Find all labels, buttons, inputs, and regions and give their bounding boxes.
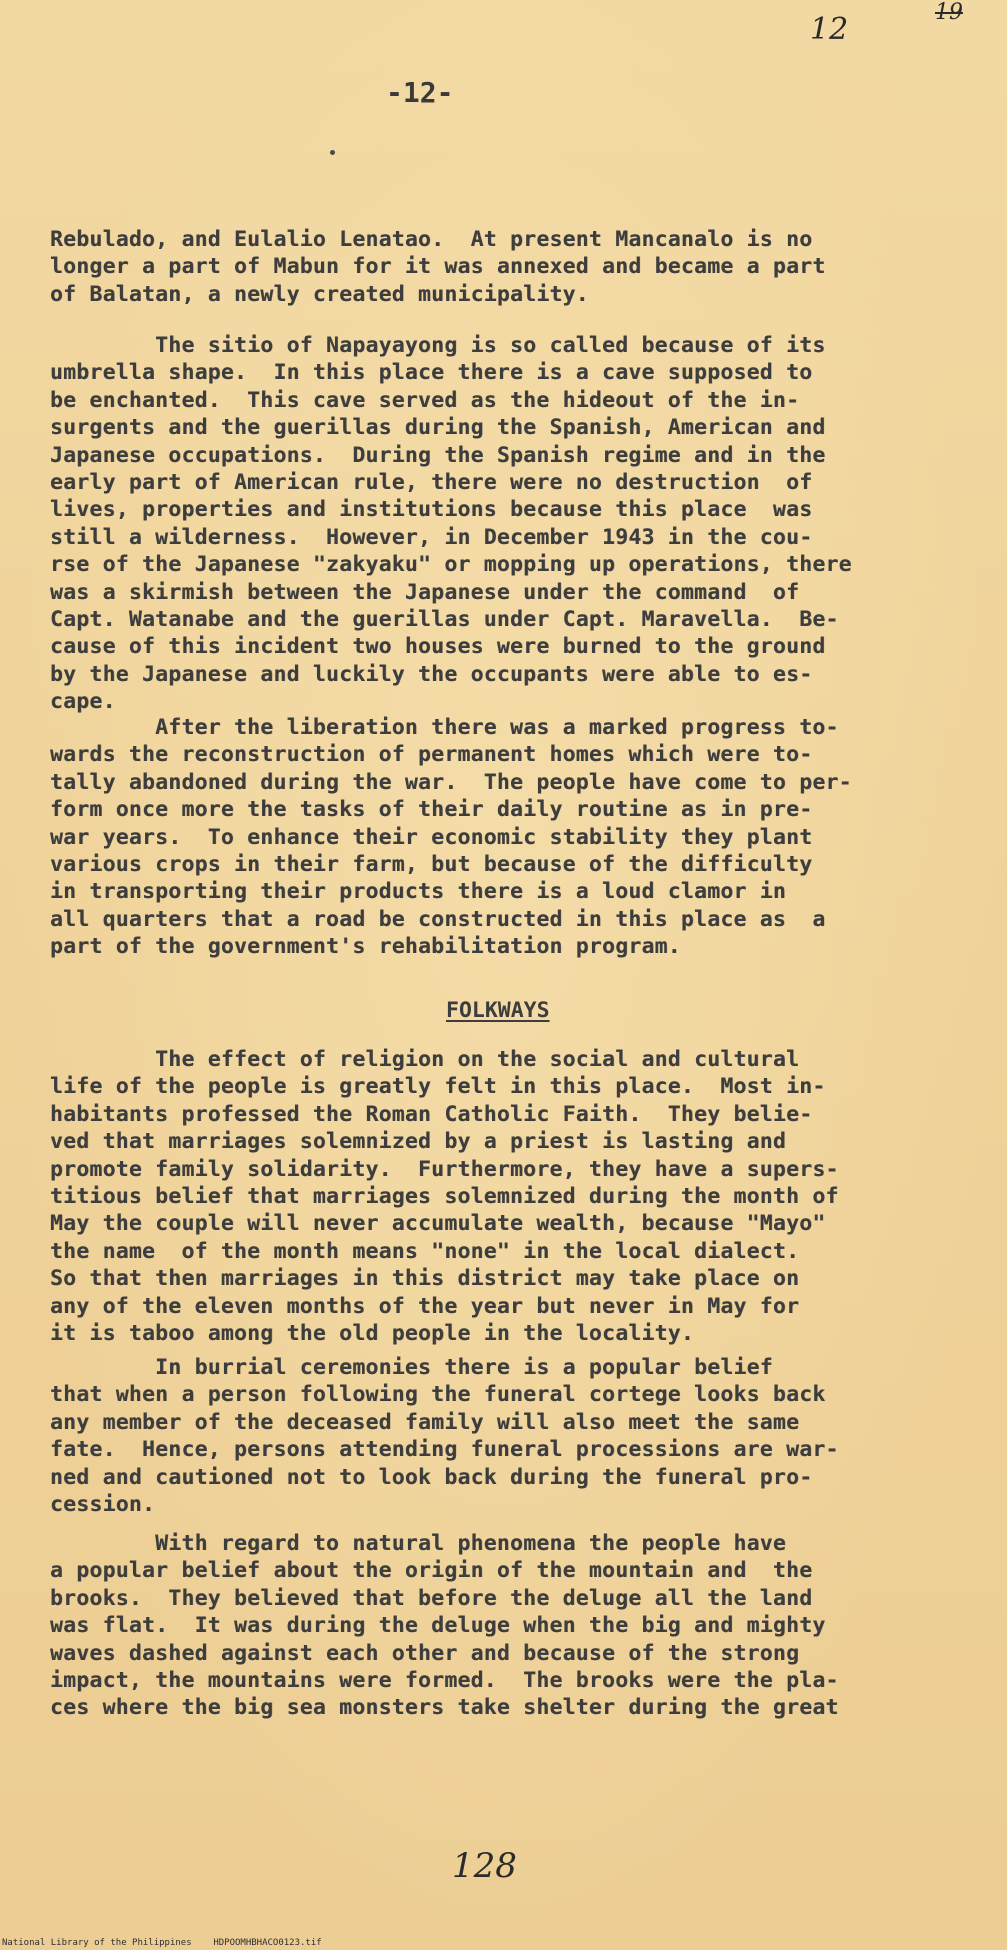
paragraph: After the liberation there was a marked progress to- wards the reconstruction of permanent homes which were to- tally abandoned during the war. The people have come to per- form once more the tasks of their daily routine as in pre- war years. To enhance their economic stability they plant various crops in their farm, but because of the difficulty in transporting their products there is a loud clamor in all quarters that a road be constructed in this place as a part of the government's rehabilitation program. — [50, 715, 852, 960]
paragraph: In burrial ceremonies there is a popular belief that when a person following the funeral cortege looks back any member of the deceased family will also meet the same fate. Hence, persons attending funeral processions are war- ned and cautioned not to look back during the funeral pro- cession. — [50, 1355, 839, 1518]
paragraph: The sitio of Napayayong is so called because of its umbrella shape. In this place there is a cave supposed to be enchanted. This cave served as the hideout of the in- surgents and the guerillas during the Spanish, American and Japanese occupations. During the Spanish regime and in the early part of American rule, there were no destruction of lives, properties and institutions because this place was still a wilderness. However, in December 1943 in the cou- rse of the Japanese "zakyaku" or mopping up operations, there was a skirmish between the Japanese under the command of Capt. Watanabe and the guerillas under Capt. Maravella. Be- cause of this incident two houses were burned to the ground by the Japanese and luckily the occupants were able to es- cape. — [50, 333, 852, 715]
typed-page-number: -12- — [386, 76, 454, 109]
section-heading: FOLKWAYS — [446, 998, 550, 1023]
paragraph: The effect of religion on the social and cultural life of the people is greatly felt in this place. Most in- habitants professed the Roman Catholic Faith. They belie- ved that marriages solemnized by a priest is lasting and promote family solidarity. Furthermore, they have a supers- titious belief that marriages solemnized during the month of May the couple will never accumulate wealth, because "Mayo" the name of the month means "none" in the local dialect. So that then marriages in this district may take place on any of the eleven months of the year but never in May for it is taboo among the old people in the locality. — [50, 1047, 839, 1347]
paragraph: Rebulado, and Eulalio Lenatao. At present Mancanalo is no longer a part of Mabun for it was annexed and became a part of Balatan, a newly created municipality. — [50, 227, 826, 307]
archive-footer: National Library of the Philippines HDPOOMHBHACO0123.tif — [2, 1938, 322, 1948]
paragraph: With regard to natural phenomena the people have a popular belief about the origin of the mountain and the brooks. They believed that before the deluge all the land was flat. It was during the deluge when the big and mighty waves dashed against each other and because of the strong impact, the mountains were formed. The brooks were the pla- ces where the big sea monsters take shelter during the great — [50, 1531, 839, 1721]
handwritten-page-number: 12 — [810, 12, 849, 47]
struck-through-page-number: 19 — [935, 0, 963, 25]
ink-dot — [330, 150, 335, 155]
handwritten-folio-number: 128 — [452, 1846, 517, 1886]
